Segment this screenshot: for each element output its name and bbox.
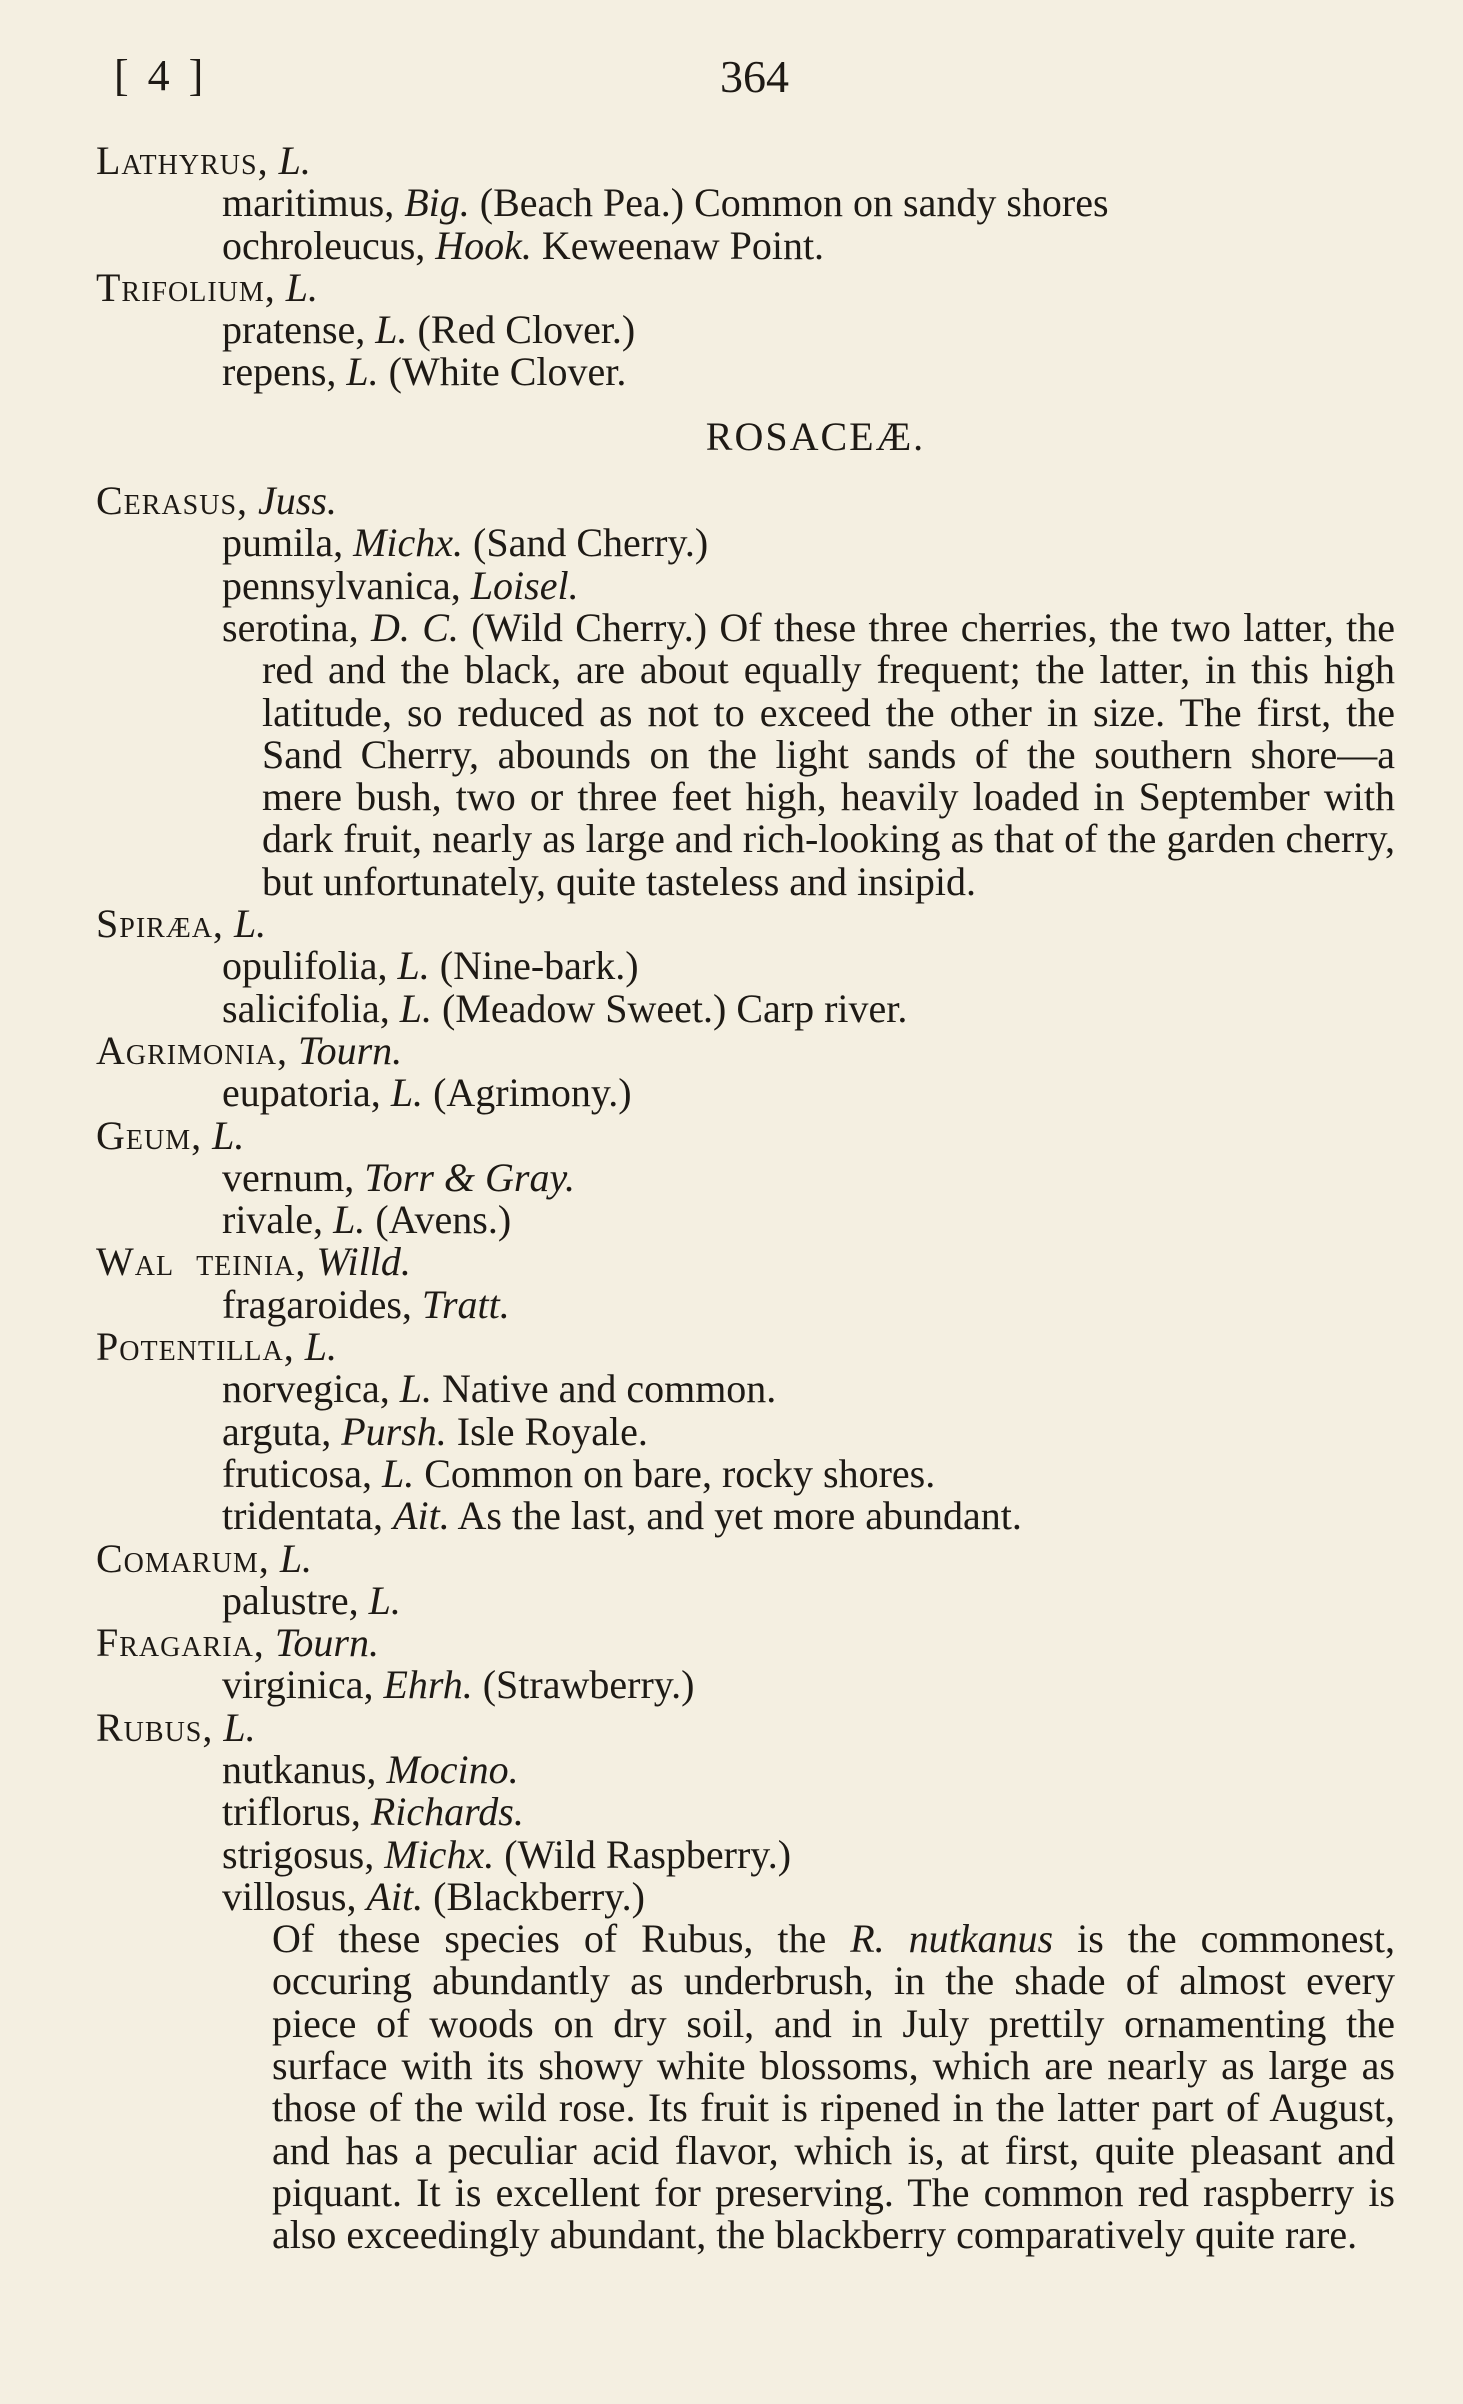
species-entry: rivale, L. (Avens.): [222, 1197, 512, 1243]
family-heading: ROSACEÆ.: [705, 413, 926, 459]
species-paragraph: serotina, D. C. (Wild Cherry.) Of these three cherries, the two latter, the red and the black, are about equally frequent; the latter, in this high latitude, so reduced as not to exceed the other in size. The first, the Sand Cherry, abounds on the light sands of the southern shore—a mere bush, two or three feet high, heavily loaded in September with dark fruit, nearly as large and rich-looking as that of the garden cherry, but unfortunately, quite tasteless and insipid.: [222, 604, 1395, 904]
species-entry: opulifolia, L. (Nine-bark.): [222, 943, 639, 989]
species-entry: norvegica, L. Native and common.: [222, 1366, 777, 1412]
species-entry: repens, L. (White Clover.: [222, 349, 627, 395]
genus-rubus: Rubus, L.: [96, 1704, 256, 1750]
genus-spiraea: Spiræa, L.: [96, 901, 267, 947]
species-entry: villosus, Ait. (Blackberry.): [222, 1873, 645, 1919]
genus-potentilla: Potentilla, L.: [96, 1324, 337, 1370]
species-entry: fragaroides, Tratt.: [222, 1281, 510, 1327]
genus-trifolium: Trifolium, L.: [96, 264, 319, 310]
species-entry: maritimus, Big. (Beach Pea.) Common on sandy shores: [222, 180, 1109, 226]
species-entry: ochroleucus, Hook. Keweenaw Point.: [222, 222, 825, 268]
species-entry: strigosus, Michx. (Wild Raspberry.): [222, 1831, 792, 1877]
signature-mark: [ 4 ]: [114, 51, 208, 100]
genus-geum: Geum, L.: [96, 1112, 245, 1158]
genus-agrimonia: Agrimonia, Tourn.: [96, 1027, 403, 1073]
species-entry: vernum, Torr & Gray.: [222, 1154, 576, 1200]
genus-fragaria: Fragaria, Tourn.: [96, 1620, 379, 1666]
species-entry: arguta, Pursh. Isle Royale.: [222, 1408, 648, 1454]
species-entry: pratense, L. (Red Clover.): [222, 307, 636, 353]
rubus-paragraph: Of these species of Rubus, the R. nutkanus is the commonest, occuring abundantly as underbrush, in the shade of almost every piece of woods on dry soil, and in July prettily ornamenting the surface with its showy white blossoms, which are nearly as large as those of the wild rose. Its fruit is ripened in the latter part of August, and has a peculiar acid flavor, which is, at first, quite pleasant and piquant. It is excellent for preserving. The common red raspberry is also exceedingly abundant, the blackberry comparatively quite rare.: [272, 1916, 1396, 2258]
species-entry: fruticosa, L. Common on bare, rocky shores.: [222, 1450, 936, 1496]
genus-cerasus: Cerasus, Juss.: [96, 478, 337, 524]
genus-lathyrus: Lathyrus, L.: [96, 138, 311, 183]
genus-waldsteinia: Wal teinia, Willd.: [96, 1239, 411, 1285]
species-entry: triflorus, Richards.: [222, 1789, 524, 1835]
species-entry: pumila, Michx. (Sand Cherry.): [222, 520, 709, 566]
species-entry: pennsylvanica, Loisel.: [222, 562, 579, 608]
species-entry: virginica, Ehrh. (Strawberry.): [222, 1662, 695, 1708]
species-entry: tridentata, Ait. As the last, and yet more abundant.: [222, 1493, 1022, 1539]
species-entry: nutkanus, Mocino.: [222, 1746, 519, 1792]
genus-comarum: Comarum, L.: [96, 1535, 313, 1581]
species-entry: palustre, L.: [222, 1577, 401, 1623]
page-header: [96, 20, 1395, 140]
page-number: 364: [720, 51, 789, 102]
species-entry: salicifolia, L. (Meadow Sweet.) Carp river.: [222, 985, 908, 1031]
species-entry: eupatoria, L. (Agrimony.): [222, 1070, 632, 1116]
